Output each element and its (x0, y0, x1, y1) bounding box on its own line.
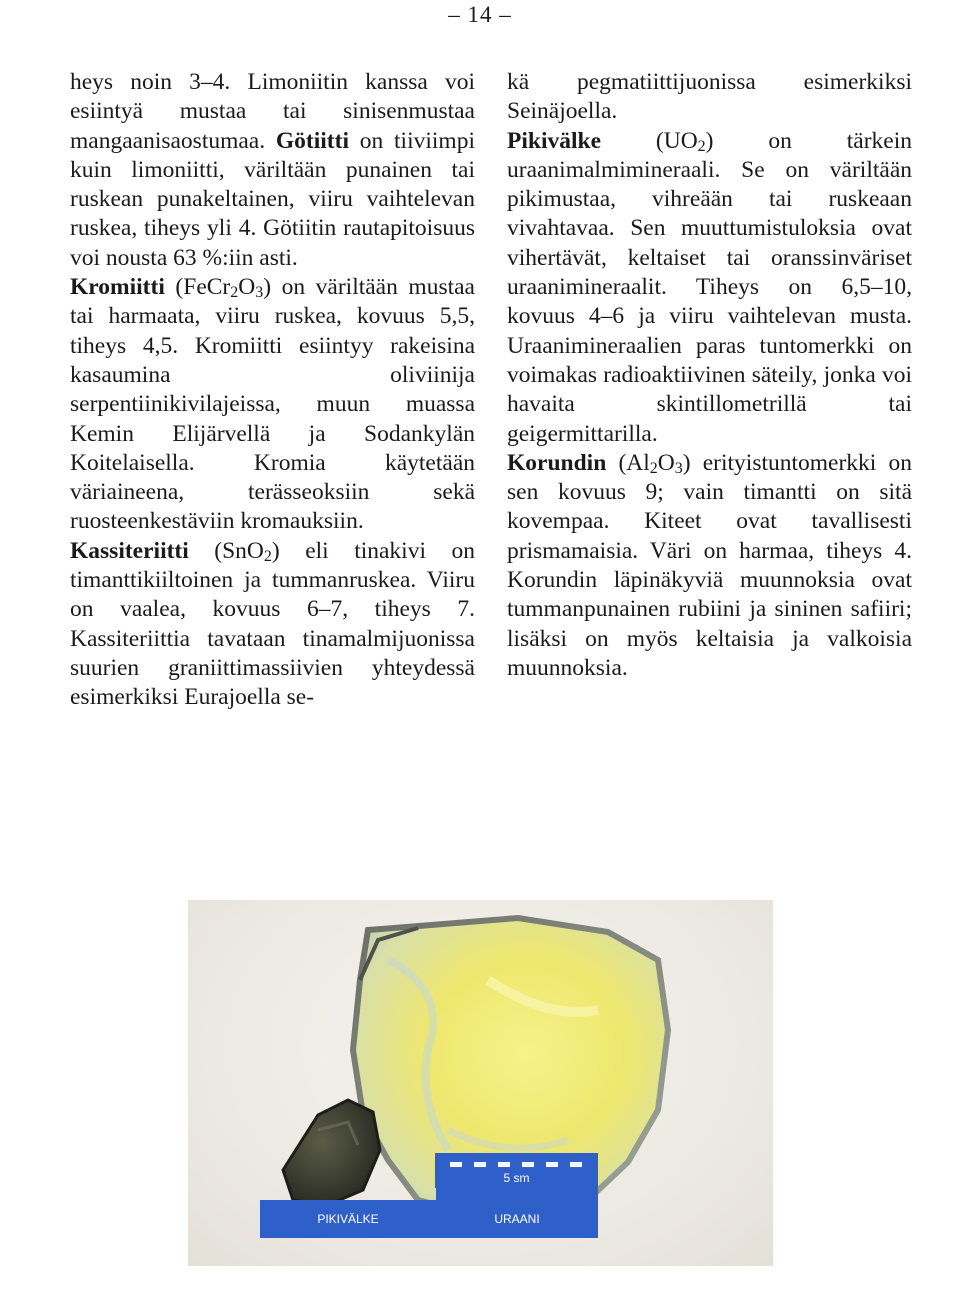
term-heading: Korundin (507, 449, 607, 476)
term-heading: Kassiteriitti (70, 537, 189, 564)
text-run: ) on tärkein uraanimalmimineraali. Se on väriltään pikimustaa, vihreään tai ruskeaan vivahtavaa. Sen muuttumistuloksia ovat vihertävät, keltaiset tai oranssinväriset uraanimineraalit. Tiheys on 6,5–10, kovuus 4–6 ja viiru vaihtelevan musta. Uraanimineraalien paras tuntomerkki on voimakas radioaktiivinen säteily, jonka voi havaita skintillometrillä tai geigermittarilla. (507, 127, 912, 447)
text-run: on tiiviimpi kuin limoniitti, väriltään punainen tai ruskean punakeltainen, viiru vaihtelevan ruskea, tiheys yli 4. Götiitin rautapitoisuus voi nousta 63 %:iin asti. (70, 127, 475, 271)
text-run: (SnO (188, 537, 264, 564)
left-column-paragraph (70, 68, 475, 273)
text-run: (Al (606, 449, 650, 476)
pikivalke-label: PIKIVÄLKE (317, 1212, 379, 1226)
text-run: O (657, 449, 675, 476)
scale-label: 5 sm (503, 1171, 530, 1185)
text-run: ) eli tinakivi on timanttikiiltoinen ja tummanruskea. Viiru on vaalea, kovuus 6–7, tiheys 7. Kassiteriittia tavataan tinamalmijuonissa suurien graniittimassiivien yhteydessä esimerkiksi Eurajoella se- (70, 537, 475, 711)
right-column-paragraph (507, 68, 912, 127)
uraani-label: URAANI (494, 1212, 540, 1226)
formula-subscript: 2 (230, 284, 239, 302)
term-heading: Kromiitti (70, 274, 165, 301)
text-run: (FeCr (164, 274, 231, 301)
pikivalke-rock (283, 1100, 380, 1205)
term-heading: Götiitti (275, 127, 349, 154)
text-run: heys noin 3–4. Limoniitin kanssa voi esiintyä mustaa tai sinisenmustaa mangaanisaostumaa. (70, 69, 475, 154)
right-text-column (507, 68, 912, 683)
text-run: O (238, 274, 256, 301)
left-column-paragraph (70, 273, 475, 537)
formula-subscript: 3 (255, 284, 264, 302)
text-run: ) on väriltään mustaa tai harmaata, viiru ruskea, kovuus 5,5, tiheys 4,5. Kromiitti esiintyy rakeisina kasaumina oliviinija serpentiinikivilajeissa, muun muassa Kemin Elijärvellä ja Sodankylän Koitelaisella. Kromia käytetään väriaineena, terässeoksiin sekä ruosteenkestäviin kromauksiin. (70, 274, 475, 535)
left-text-column (70, 68, 475, 713)
right-column-paragraph (507, 449, 912, 683)
formula-subscript: 2 (649, 460, 658, 478)
page-number: – 14 – (448, 2, 512, 27)
text-run: (UO (601, 127, 698, 154)
mineral-photo (188, 900, 773, 1266)
text-run: ) erityistuntomerkki on sen kovuus 9; vain timantti on sitä kovempaa. Kiteet ovat tavallisesti prismamaisia. Väri on harmaa, tiheys 4. Korundin läpinäkyviä muunnoksia ovat tummanpunainen rubiini ja sininen safiiri; lisäksi on myös keltaisia ja valkoisia muunnoksia. (507, 449, 913, 681)
term-heading: Pikivälke (507, 127, 602, 154)
formula-subscript: 2 (697, 137, 706, 155)
right-column-paragraph (507, 127, 912, 449)
left-column-paragraph (70, 537, 475, 713)
formula-subscript: 3 (674, 460, 683, 478)
formula-subscript: 2 (263, 547, 272, 565)
text-run: kä pegmatiittijuonissa esimerkiksi Seinäjoella. (507, 69, 912, 125)
